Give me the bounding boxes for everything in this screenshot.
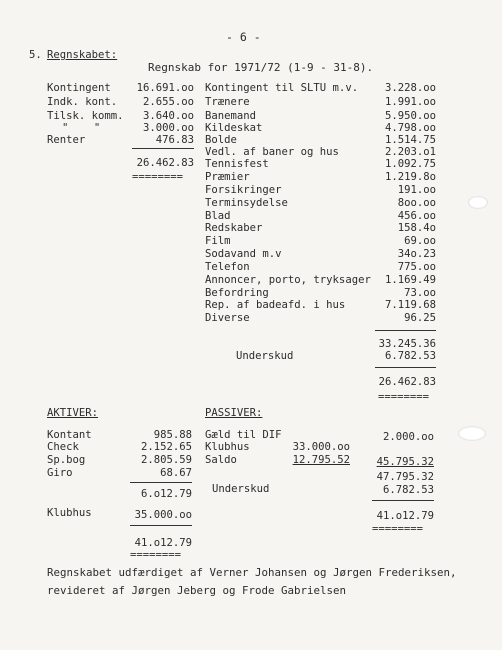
passiver-saldo-label: Saldo — [205, 454, 237, 466]
expense-sum-rule — [375, 330, 436, 331]
aktiver-amount: 2.805.59 — [140, 454, 192, 466]
expense-amount: 2.203.o1 — [384, 146, 436, 158]
punch-hole — [468, 196, 488, 209]
aktiver-total: 41.o12.79 — [134, 537, 192, 549]
passiver-klubhus-label: Klubhus — [205, 441, 250, 453]
punch-hole — [458, 426, 486, 441]
expense-label: Trænere — [205, 96, 250, 108]
passiver-klubhus-amount: 33.000.oo — [292, 441, 350, 453]
aktiver-klubhus-label: Klubhus — [47, 507, 92, 519]
aktiver-amount: 68.67 — [160, 467, 192, 479]
expense-amount: 69.oo — [404, 235, 436, 247]
aktiver-subtotal: 6.o12.79 — [140, 488, 192, 500]
expense-label: Film — [205, 235, 231, 247]
expense-label: Terminsydelse — [205, 197, 288, 209]
page-number: - 6 - — [226, 30, 261, 44]
section-number: 5. — [29, 49, 42, 61]
aktiver-heading: AKTIVER: — [47, 407, 99, 419]
expense-label: Befordring — [205, 287, 269, 299]
expense-label: Diverse — [205, 312, 250, 324]
expense-label: Banemand — [205, 110, 257, 122]
passiver-double-rule: ======== — [372, 523, 424, 535]
expense-amount: 5.950.oo — [384, 110, 436, 122]
income-label: Kontingent — [47, 82, 111, 94]
expense-label: Redskaber — [205, 222, 263, 234]
income-label: Indk. kont. — [47, 96, 118, 108]
income-double-rule: ======== — [132, 171, 184, 183]
passiver-underskud-amount: 6.782.53 — [382, 484, 434, 496]
regnskab-title: Regnskab for 1971/72 (1-9 - 31-8). — [148, 61, 374, 74]
income-amount: 16.691.oo — [136, 82, 194, 94]
expense-total-rule — [375, 367, 436, 368]
aktiver-total-rule — [130, 525, 192, 526]
expense-label: Telefon — [205, 261, 250, 273]
aktiver-klubhus-amount: 35.000.oo — [134, 509, 192, 521]
aktiver-amount: 985.88 — [153, 429, 192, 441]
income-amount: 3.000.oo — [142, 122, 194, 134]
section-title: Regnskabet: — [47, 49, 118, 61]
passiver-subtotal: 47.795.32 — [376, 471, 434, 483]
passiver-total-rule — [372, 500, 434, 501]
expense-label: Præmier — [205, 171, 250, 183]
expense-amount: 3.228.oo — [384, 82, 436, 94]
underskud-label: Underskud — [236, 350, 294, 362]
expense-amount: 1.514.75 — [384, 134, 436, 146]
expense-amount: 96.25 — [404, 312, 436, 324]
aktiver-double-rule: ======== — [130, 549, 182, 561]
income-label: Tilsk. komm. — [47, 110, 124, 122]
income-label: Renter — [47, 134, 86, 146]
expense-amount: 456.oo — [397, 210, 436, 222]
expense-label: Bolde — [205, 134, 237, 146]
passiver-saldo-total: 45.795.32 — [376, 456, 434, 468]
expense-amount: 1.092.75 — [384, 158, 436, 170]
expense-total: 26.462.83 — [378, 376, 436, 388]
expense-amount: 34o.23 — [397, 248, 436, 260]
passiver-total: 41.o12.79 — [376, 510, 434, 522]
passiver-heading: PASSIVER: — [205, 407, 263, 419]
income-amount: 476.83 — [155, 134, 194, 146]
expense-label: Kontingent til SLTU m.v. — [205, 82, 359, 94]
expense-label: Sodavand m.v — [205, 248, 282, 260]
aktiver-label: Kontant — [47, 429, 92, 441]
expense-amount: 1.991.oo — [384, 96, 436, 108]
passiver-underskud-label: Underskud — [212, 483, 270, 495]
expense-subtotal: 33.245.36 — [378, 338, 436, 350]
expense-amount: 73.oo — [404, 287, 436, 299]
expense-label: Tennisfest — [205, 158, 269, 170]
expense-amount: 775.oo — [397, 261, 436, 273]
expense-label: Blad — [205, 210, 231, 222]
aktiver-amount: 2.152.65 — [140, 441, 192, 453]
income-amount: 3.640.oo — [142, 110, 194, 122]
expense-amount: 158.4o — [397, 222, 436, 234]
aktiver-label: Check — [47, 441, 79, 453]
expense-label: Forsikringer — [205, 184, 282, 196]
expense-amount: 4.798.oo — [384, 122, 436, 134]
passiver-gaeld-label: Gæld til DIF — [205, 429, 282, 441]
expense-label: Rep. af badeafd. i hus — [205, 299, 346, 311]
expense-amount: 7.119.68 — [384, 299, 436, 311]
income-amount: 2.655.oo — [142, 96, 194, 108]
expense-amount: 1.219.8o — [384, 171, 436, 183]
expense-label: Kildeskat — [205, 122, 263, 134]
income-total: 26.462.83 — [136, 157, 194, 169]
income-sum-rule — [132, 148, 194, 149]
expense-double-rule: ======== — [378, 391, 430, 403]
underskud-amount: 6.782.53 — [384, 350, 436, 362]
aktiver-label: Sp.bog — [47, 454, 86, 466]
expense-amount: 191.oo — [397, 184, 436, 196]
passiver-saldo-amount: 12.795.52 — [292, 454, 350, 466]
income-label: " " — [62, 122, 101, 134]
expense-amount: 8oo.oo — [397, 197, 436, 209]
passiver-gaeld-amount: 2.000.oo — [382, 431, 434, 443]
expense-amount: 1.169.49 — [384, 274, 436, 286]
aktiver-label: Giro — [47, 467, 73, 479]
expense-label: Annoncer, porto, tryksager — [205, 274, 371, 286]
aktiver-sum-rule — [130, 482, 192, 483]
footer-line: Regnskabet udfærdiget af Verner Johansen og Jørgen Frederiksen, — [47, 566, 457, 579]
footer-line: revideret af Jørgen Jeberg og Frode Gabrielsen — [47, 584, 347, 597]
expense-label: Vedl. af baner og hus — [205, 146, 339, 158]
